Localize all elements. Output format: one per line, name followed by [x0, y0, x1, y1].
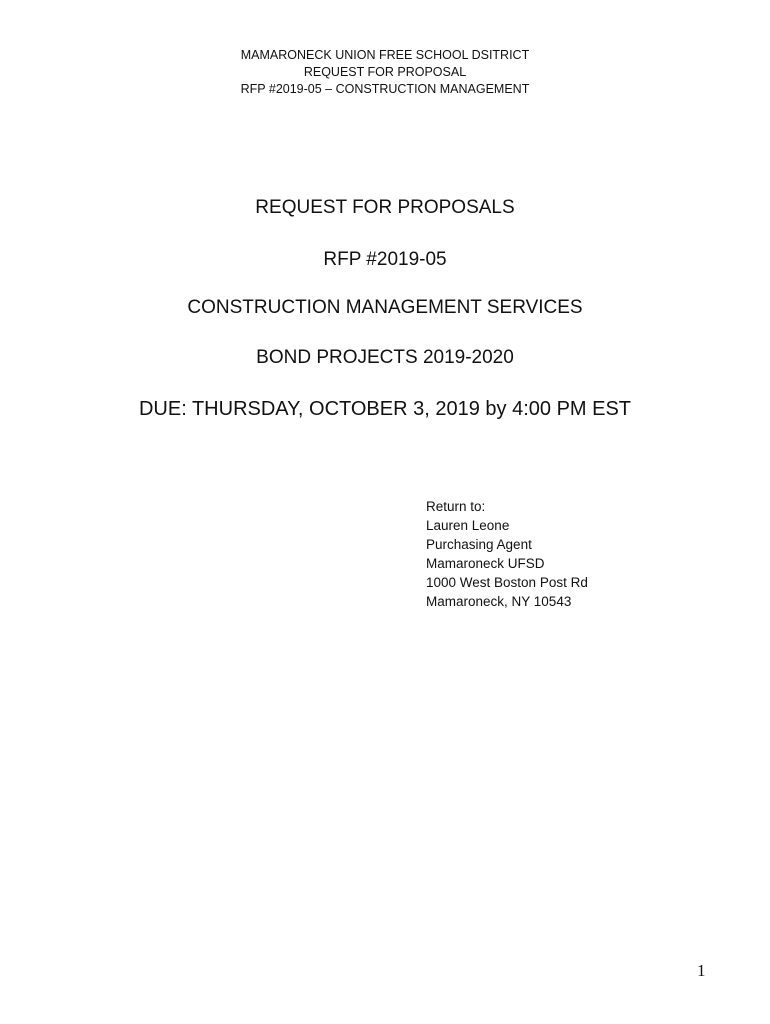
- return-city: Mamaroneck, NY 10543: [426, 594, 572, 609]
- return-role: Purchasing Agent: [426, 537, 532, 552]
- title-bond-projects: BOND PROJECTS 2019-2020: [256, 347, 514, 368]
- header-district-name: MAMARONECK UNION FREE SCHOOL DSITRICT: [240, 48, 530, 62]
- header-request-type: REQUEST FOR PROPOSAL: [303, 65, 467, 79]
- return-label: Return to:: [426, 499, 486, 514]
- return-name: Lauren Leone: [426, 518, 510, 533]
- due-date: DUE: THURSDAY, OCTOBER 3, 2019 by 4:00 PM EST: [138, 398, 632, 420]
- return-organization: Mamaroneck UFSD: [426, 556, 545, 571]
- header-rfp-number: RFP #2019-05 – CONSTRUCTION MANAGEMENT: [240, 82, 530, 96]
- document-header: [0, 47, 770, 98]
- title-request-for-proposals: REQUEST FOR PROPOSALS: [255, 197, 515, 218]
- return-address-block: [426, 497, 588, 611]
- page-number: 1: [697, 961, 706, 980]
- return-street: 1000 West Boston Post Rd: [426, 575, 588, 590]
- title-services: CONSTRUCTION MANAGEMENT SERVICES: [187, 297, 583, 318]
- title-rfp-number: RFP #2019-05: [323, 249, 447, 270]
